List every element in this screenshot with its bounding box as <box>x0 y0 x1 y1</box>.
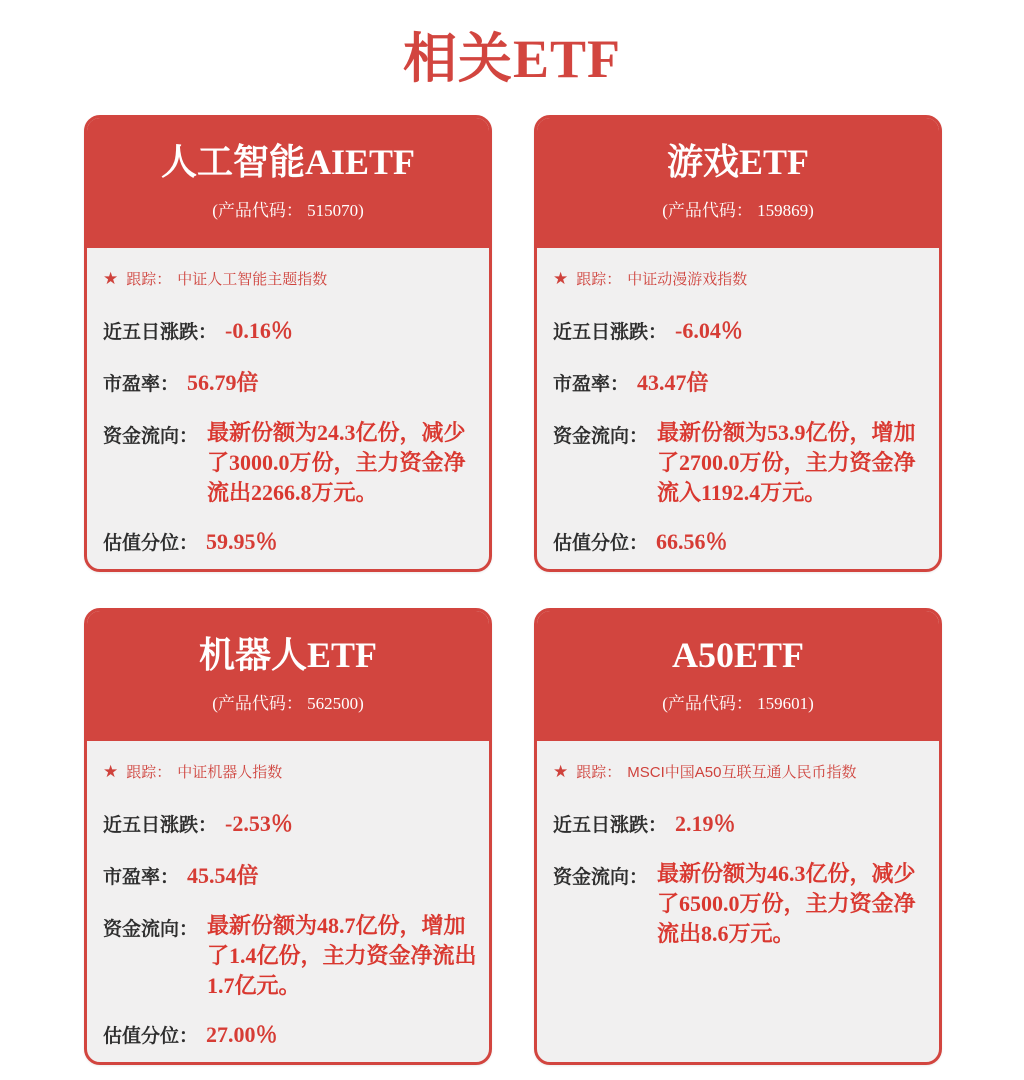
etf-product-code: (产品代码： 562500) <box>212 693 364 713</box>
etf-product-code: (产品代码： 159601) <box>662 693 814 713</box>
fund-flow-row <box>103 418 477 508</box>
fund-flow-text: 最新份额为24.3亿份，减少了3000.0万份，主力资金净流出2266.8万元。 <box>207 420 466 505</box>
tracking-label: 跟踪： <box>576 764 622 781</box>
tracking-label: 跟踪： <box>126 271 172 288</box>
fund-flow-text: 最新份额为48.7亿份，增加了1.4亿份，主力资金净流出1.7亿元。 <box>207 913 477 998</box>
card-header <box>537 118 939 248</box>
star-icon: ★ <box>553 269 569 288</box>
tracking-index: MSCI中国A50互联互通人民币指数 <box>627 764 857 781</box>
five-day-row <box>103 807 477 838</box>
tracking-row <box>553 268 927 289</box>
fund-flow-label: 资金流向： <box>103 426 199 447</box>
tracking-index: 中证机器人指数 <box>177 764 283 781</box>
fund-flow-label: 资金流向： <box>553 867 649 888</box>
star-icon: ★ <box>553 762 569 781</box>
valuation-row <box>103 1018 477 1049</box>
tracking-index: 中证人工智能主题指数 <box>177 271 328 288</box>
card-body <box>87 741 489 1049</box>
five-day-value: 2.19％ <box>675 811 736 836</box>
pe-label: 市盈率： <box>103 374 180 395</box>
star-icon: ★ <box>103 269 119 288</box>
valuation-row <box>553 525 927 556</box>
five-day-label: 近五日涨跌： <box>103 322 218 343</box>
etf-product-code: (产品代码： 159869) <box>662 200 814 220</box>
card-header <box>87 118 489 248</box>
five-day-label: 近五日涨跌： <box>553 322 668 343</box>
pe-value: 45.54倍 <box>187 863 259 888</box>
card-header <box>537 611 939 741</box>
fund-flow-row <box>103 911 477 1001</box>
card-body <box>537 741 939 949</box>
card-header <box>87 611 489 741</box>
five-day-row <box>553 807 927 838</box>
five-day-row <box>103 314 477 345</box>
etf-product-code: (产品代码： 515070) <box>212 200 364 220</box>
five-day-row <box>553 314 927 345</box>
valuation-row <box>103 525 477 556</box>
etf-card-ai <box>84 115 492 572</box>
pe-row <box>103 366 477 397</box>
card-body <box>87 248 489 556</box>
pe-value: 43.47倍 <box>637 370 709 395</box>
fund-flow-label: 资金流向： <box>553 426 649 447</box>
pe-row <box>553 366 927 397</box>
fund-flow-row <box>553 859 927 949</box>
valuation-label: 估值分位： <box>553 532 649 554</box>
etf-name: 游戏ETF <box>666 142 809 182</box>
etf-name: A50ETF <box>671 635 804 675</box>
etf-card-grid <box>84 115 942 1065</box>
fund-flow-label: 资金流向： <box>103 919 199 940</box>
five-day-label: 近五日涨跌： <box>553 815 668 836</box>
star-icon: ★ <box>103 762 119 781</box>
pe-row <box>103 859 477 890</box>
fund-flow-text: 最新份额为46.3亿份，减少了6500.0万份，主力资金净流出8.6万元。 <box>657 861 916 946</box>
fund-flow-text: 最新份额为53.9亿份，增加了2700.0万份，主力资金净流入1192.4万元。 <box>657 420 916 505</box>
pe-label: 市盈率： <box>553 374 630 395</box>
tracking-label: 跟踪： <box>576 271 622 288</box>
five-day-value: -6.04％ <box>675 318 743 343</box>
card-body <box>537 248 939 556</box>
etf-name: 机器人ETF <box>198 635 377 675</box>
pe-label: 市盈率： <box>103 867 180 888</box>
tracking-label: 跟踪： <box>126 764 172 781</box>
etf-card-game <box>534 115 942 572</box>
valuation-value: 27.00％ <box>206 1021 278 1047</box>
tracking-index: 中证动漫游戏指数 <box>627 271 748 288</box>
pe-value: 56.79倍 <box>187 370 259 395</box>
tracking-row <box>103 761 477 782</box>
etf-card-a50 <box>534 608 942 1065</box>
valuation-label: 估值分位： <box>103 532 199 554</box>
etf-card-robot <box>84 608 492 1065</box>
page-title: 相关ETF <box>402 29 622 89</box>
five-day-label: 近五日涨跌： <box>103 815 218 836</box>
valuation-value: 66.56％ <box>656 528 728 554</box>
valuation-label: 估值分位： <box>103 1025 199 1047</box>
valuation-value: 59.95％ <box>206 528 278 554</box>
tracking-row <box>103 268 477 289</box>
five-day-value: -0.16％ <box>225 318 293 343</box>
fund-flow-row <box>553 418 927 508</box>
five-day-value: -2.53％ <box>225 811 293 836</box>
etf-name: 人工智能AIETF <box>160 142 416 182</box>
tracking-row <box>553 761 927 782</box>
